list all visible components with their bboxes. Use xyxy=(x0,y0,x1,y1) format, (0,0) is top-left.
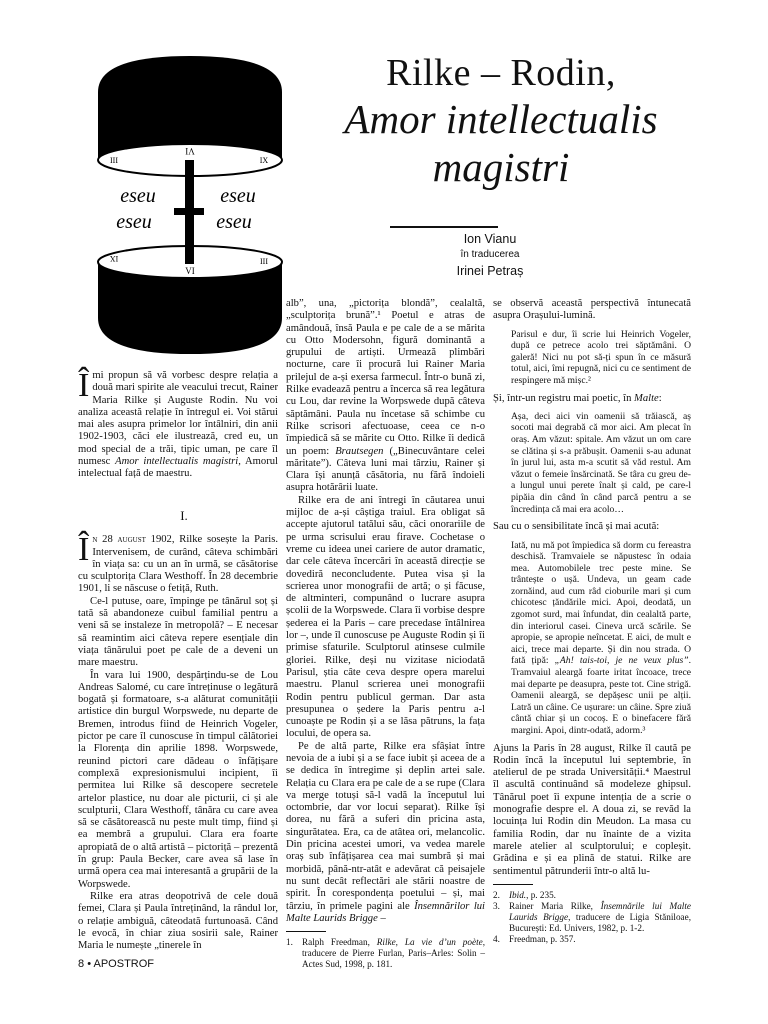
paragraph: Și, într-un registru mai poetic, în Malte: xyxy=(493,392,662,404)
section-opening-paragraph: În 28 august 1902, Rilke sosește la Paris. Intervenisem, de curând, câteva schimbări în viața sa: cu un an în urmă, se căsătorise cu sculptorița Clara Westhoff. În 28 decembrie 1901, li se născuse o fetiță, Ruth. xyxy=(78,531,278,595)
dial-bottom-right-label: III xyxy=(260,257,268,266)
logo-word-3: eseu xyxy=(116,211,152,233)
dial-left-label: III xyxy=(110,156,118,165)
footnote: 4. Freedman, p. 357. xyxy=(493,933,576,944)
byline xyxy=(390,230,590,278)
paragraph: Sau cu o sensibilitate încă și mai acută: xyxy=(493,521,660,533)
paragraph: Rilke era atras deopotrivă de cele două femei, Clara și Paula întreținând, la rândul lor, o relație ambiguă, câteodată furtunoasă. Când le evocă, în chiar ziua sosirii sale, Rainer Maria le numește „tinerele în xyxy=(78,890,278,952)
intro-paragraph: Îmi propun să vă vorbesc despre relația a două mari spirite ale veacului trecut, Rainer Maria Rilke și Auguste Rodin. Nu voi analiza această relație în întregul ei. Voi stărui mai ales asupra primelor lor întâlniri, din anii 1902-1903, căci ele ilustrează, cred eu, un mod special de a trăi, tipic uman, pe care îl numesc Amor intellectualis magistri, Amorul intelectual față de maestru. xyxy=(78,367,278,480)
column-1-section xyxy=(78,510,278,952)
footnote-divider xyxy=(286,931,326,932)
column-3 xyxy=(493,298,691,945)
hourglass-clock-icon xyxy=(92,52,288,358)
title-line-3: magistri xyxy=(432,144,570,190)
magazine-name: APOSTROF xyxy=(93,958,155,970)
logo-word-1: eseu xyxy=(120,185,156,207)
paragraph: Rilke era de ani întregi în căutarea unui mijloc de a-și câștiga traiul. Era obligat să accepte ajutorul tatălui său, căci onorariile de pe urma scrisului erau firave. Cochetase o vreme cu ideea unei cariere de autor dramatic, dar cele câteva încercări în această direcție se dovediră neconcludente. Putea visa și la scrierea unor monografii de artă; o și făcuse, de altminteri, compunând o lucrare asupra școlii de la Worpswede. Clara îi vorbise despre șederea ei la Paris – care precedase întâlnirea lor –, unde îl cunoscuse pe Auguste Rodin și îi primise sfaturile. Sculptorul atinsese culmile gloriei. Rilke, deși nu vizitase niciodată Parisul, știa câte ceva despre opera marelui maestru. Planul scrierea unei monografii Rodin pentru publicul german. Dar asta presupunea o ședere la Paris pentru a-l cunoaște pe Rodin și a se lăsa pătruns, la fața locului, de opera sa. xyxy=(286,494,485,740)
dial-right-label: IX xyxy=(259,156,269,165)
column-1-intro xyxy=(78,367,278,481)
section-dropcap: Î xyxy=(78,531,90,569)
page-number: 8 xyxy=(78,958,85,970)
paragraph: Ce-l putuse, oare, împinge pe tânărul soț și tată să abandoneze cuibul familial pentru a veni să se instaleze în metropolă? – E necesar să reamintim aici câteva repere esențiale din viața tânărului poet pe cale de a deveni un mare maestru. xyxy=(78,595,278,669)
dial-bottom-label: VI xyxy=(185,266,195,276)
article-title xyxy=(270,50,732,192)
paragraph: În vara lui 1900, despărțindu-se de Lou Andreas Salomé, cu care întreținuse o legătură bogată și formatoare, s-a alăturat comunității artistice din burgul Worpswede, nu departe de Bremen, introdus fiind de Heinrich Vogeler, pictor pe care îl cunoscuse în timpul călătoriei la Florența din aprilie 1898. Worpswede, reunind pictori care dădeau o înfățișare complexă expresionismului incipient, îi permitea lui Rilke să descopere secretele artelor plastice, nu doar ale picturii, ci și ale sculpturii, Clara Westhoff, tânăra cu care avea să se căsătorească nu peste mult timp, fiind și ea membră a grupului. Clara era foarte apropiată de o altă artistă – pictoriță – prezentă în grup: Paula Becker, care avea să lase în urmă opera cea mai interesantă a grupării de la Worpswede. xyxy=(78,669,278,890)
page-footer xyxy=(78,958,154,970)
paragraph: Ajuns la Paris în 28 august, Rilke îl caută pe Rodin încă la începutul lui septembrie, în atelierul de pe strada Universității.⁴ Maestrul îl ascultă continuând să modeleze ghipsul. Tânărul poet îi expune intenția de a scrie o monografie despre el. A doua zi, se revăd la locuința lui Rodin din Meudon. La masa cu familia Rodin, dar nu înainte de a vizita marele atelier al sculptorului; e copleșit. Grădina e și ea plină de statui. Rilke are sentimentul pătrunderii într-o altă lu- xyxy=(493,742,691,877)
translator-name: Irinei Petraș xyxy=(456,264,524,278)
section-number: I. xyxy=(180,508,188,523)
footer-bullet: • xyxy=(87,958,92,970)
footnote-divider xyxy=(493,884,533,885)
footnote: 2. Ibid., p. 235. xyxy=(493,889,556,900)
paragraph: se observă această perspectivă întunecată asupra Orașului-lumină. xyxy=(493,298,691,322)
column-2 xyxy=(286,298,485,970)
block-quote: Iată, nu mă pot împiedica să dorm cu fereastra deschisă. Tramvaiele se năpustesc în odaia mea. Automobilele trec peste mine. Se trântește o ușă. Undeva, un geam cade zornăind, aud cum râd cioburile mari și cum chicotesc țăndările mici. Apoi, deodată, un zgomot surd, mai înfundat, din cealaltă parte, din interiorul casei. Cineva urcă scările. Se apropie, se apropie neîncetat. E aici, de mult e aici, trece mai departe. Și din nou strada. O fată țipă: „Ah! tais-toi, je ne veux plus”. Tramvaiul aleargă foarte iritat încoace, trece mai departe pe deasupra, peste tot. Cine strigă. Oamenii aleargă, se depășesc unii pe alții. Latră un câine. Ce ușurare: un câine. Spre ziuă cântă chiar și un cocoș. E o binefacere fără margini. Apoi, dintr-odată, adorm.³ xyxy=(511,539,691,736)
logo-word-4: eseu xyxy=(216,211,252,233)
logo-word-2: eseu xyxy=(220,185,256,207)
footnote: 1. Ralph Freedman, Rilke, La vie d’un poète, traducere de Pierre Furlan, Paris–Arles: Solin – Actes Sud, 1998, p. 181. xyxy=(286,937,485,970)
title-line-2: Amor intellectualis xyxy=(344,96,658,142)
paragraph: Pe de altă parte, Rilke era sfâșiat între nevoia de a iubi și a se face iubit și aceea de a se dedica în întregime și deplin artei sale. Relația cu Clara era pe cale de a se rupe (Clara va merge totuși să-l vadă la începutul lui octombrie, dar vor locui separat). Rilke își dorea, nu fără a suferi din pricina asta, singurătatea. Era, ca de atâtea ori, melancolic. Din pricina acestei umori, va vedea marele oraș sub înfățișarea cea mai sumbră și mai morbidă, până-ntr-atât e adevărat că peisajele nu sunt decât reflectări ale stării noastre de spirit. În corespondența poetului – și, mai târziu, în primele pagini ale Însemnărilor lui Malte Laurids Brigge – xyxy=(286,740,485,924)
dial-bottom-left-label: IX xyxy=(109,254,119,263)
title-divider xyxy=(390,226,498,228)
author-name: Ion Vianu xyxy=(463,232,517,246)
block-quote: Așa, deci aici vin oamenii să trăiască, aș socoti mai degrabă că mor aici. Am plecat în oraș. Am văzut: spitale. Am văzut un om care se clătina și s-a prăbușit. Oamenii s-au adunat în jurul lui, asta m-a scutit să văd restul. Am văzut o femeie însărcinată. Se târa cu greu de-a lungul unui perete înalt și cald, pe care-l pipăia din când în când parcă pentru a se încredința că mai era acolo… xyxy=(511,410,691,515)
paragraph: alb”, una, „pictorița blondă”, cealaltă, „sculptorița brună”.¹ Poetul e atras de amândouă, însă Paula e pe cale de a se mărita cu Otto Modersohn, figură dominantă a grupului de artiști. Urmează plimbări nocturne, care îi procură lui Rainer Maria prilejul de a-și exersa farmecul. Într-o bună zi, Rilke evadează pentru a încerca să rea legătura cu Lou, dar revine la Worpswede după câteva săptămâni. Paula nu încetase să schimbe cu Rilke scrisori afectuoase, ceea ce n-o împiedică să se mărite cu Otto. Rilke îi dedică un poem: Brautsegen („Binecuvântare celei măritate”). Câteva luni mai târziu, Rainer și Clara își anunță căsătoria, nu fără îndoieli asupra hotărârii luate. xyxy=(286,298,485,494)
footnote: 3. Rainer Maria Rilke, Însemnările lui Malte Laurids Brigge, traducere de Ligia Stăniloae, București: Ed. Univers, 1982, p. 1-2. xyxy=(493,900,691,933)
title-line-1: Rilke – Rodin, xyxy=(386,52,616,94)
translation-intro: în traducerea xyxy=(460,249,520,260)
block-quote: Parisul e dur, îi scrie lui Heinrich Vogeler, după ce petrece acolo trei săptămâni. O galeră! Nici nu pot să-ți spun în ce măsură totul, aici, îmi repugnă, nici cu ce sentiment de respingere mă mișc.² xyxy=(511,328,691,386)
intro-dropcap: Î xyxy=(78,367,90,404)
dial-top-label: VI xyxy=(185,146,195,156)
